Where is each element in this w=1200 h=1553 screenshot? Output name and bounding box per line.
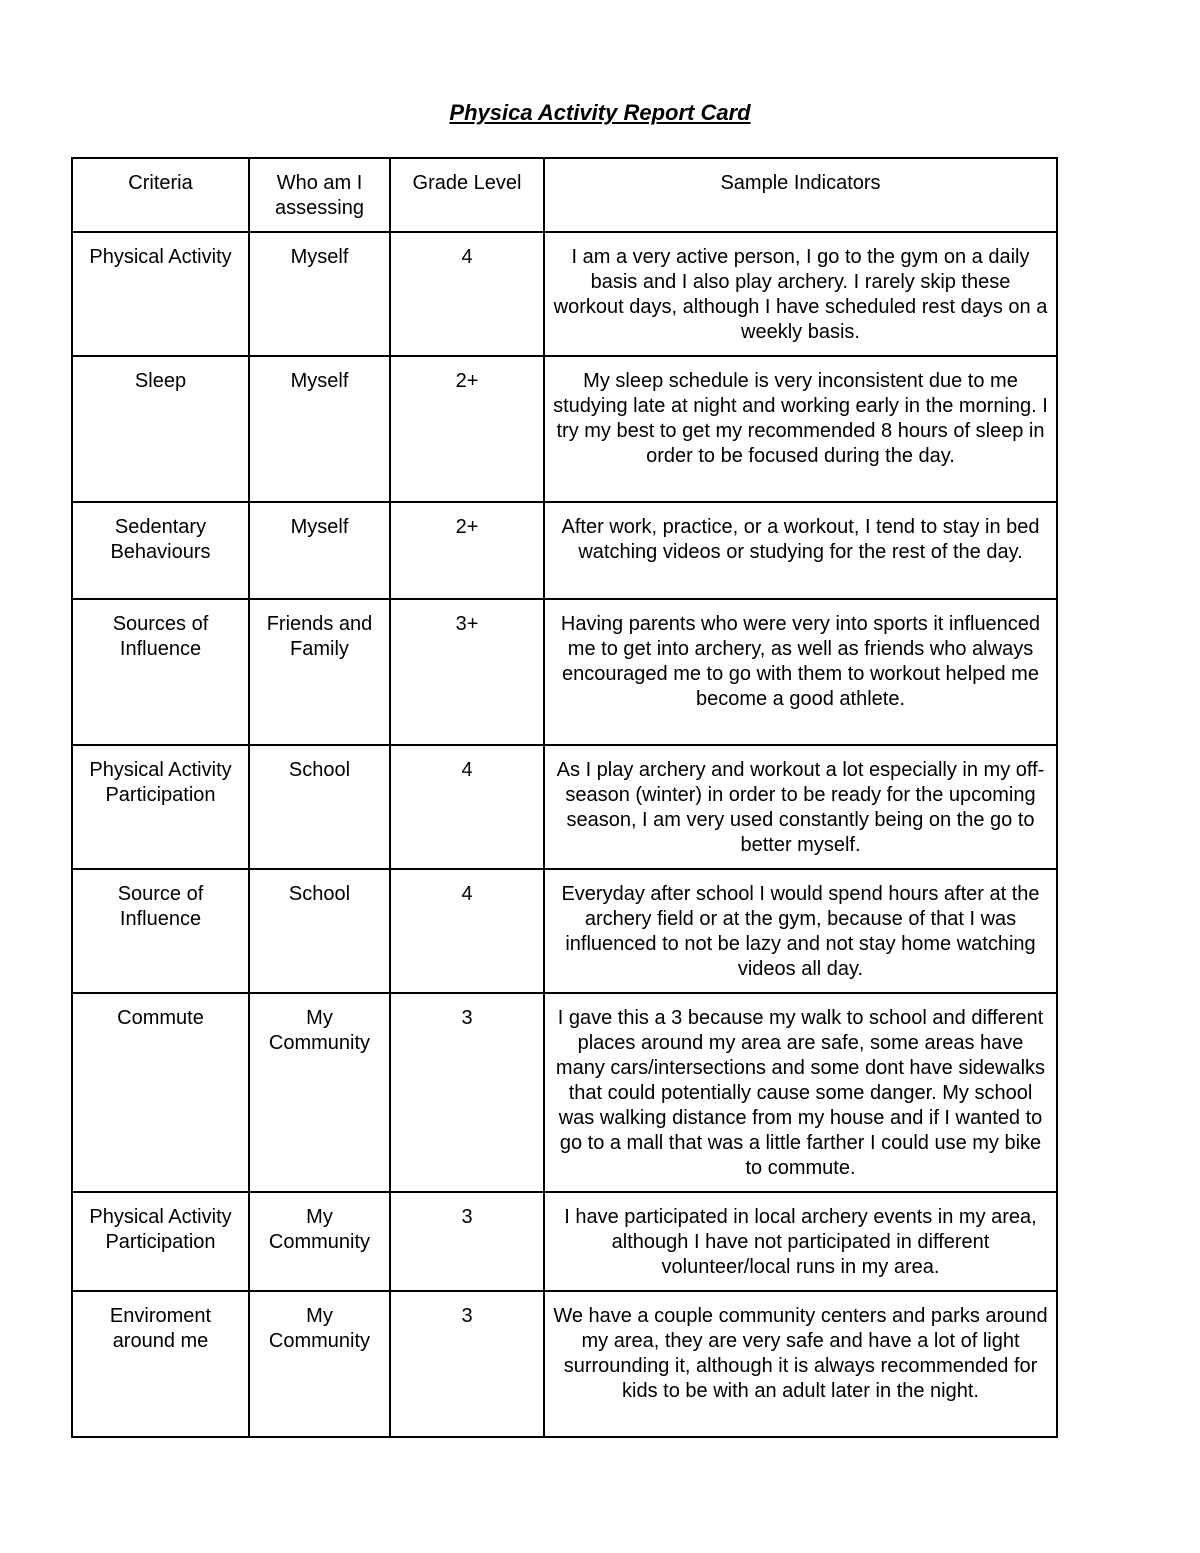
indicators-cell: Everyday after school I would spend hours after at the archery field or at the gym, because of that I was influenced to not be lazy and not stay home watching videos all day. <box>544 869 1057 993</box>
table-header-row <box>72 158 1057 232</box>
grade-cell: 3 <box>390 993 544 1192</box>
grade-cell: 2+ <box>390 356 544 502</box>
grade-cell: 4 <box>390 869 544 993</box>
who-cell: My Community <box>249 993 390 1192</box>
who-cell: Myself <box>249 502 390 599</box>
table-row <box>72 356 1057 502</box>
report-card-table <box>71 157 1058 1438</box>
criteria-cell: Source of Influence <box>72 869 249 993</box>
criteria-cell: Sources of Influence <box>72 599 249 745</box>
table-row <box>72 1192 1057 1291</box>
table-row <box>72 745 1057 869</box>
page-title: Physica Activity Report Card <box>449 100 751 125</box>
who-cell: School <box>249 869 390 993</box>
who-cell: My Community <box>249 1192 390 1291</box>
indicators-cell: As I play archery and workout a lot especially in my off-season (winter) in order to be ready for the upcoming season, I am very used constantly being on the go to better myself. <box>544 745 1057 869</box>
indicators-cell: I have participated in local archery events in my area, although I have not participated in different volunteer/local runs in my area. <box>544 1192 1057 1291</box>
table-row <box>72 1291 1057 1437</box>
table-row <box>72 232 1057 356</box>
table-row <box>72 993 1057 1192</box>
header-criteria: Criteria <box>72 158 249 232</box>
criteria-cell: Physical Activity Participation <box>72 1192 249 1291</box>
grade-cell: 4 <box>390 745 544 869</box>
header-grade: Grade Level <box>390 158 544 232</box>
indicators-cell: I am a very active person, I go to the gym on a daily basis and I also play archery. I rarely skip these workout days, although I have scheduled rest days on a weekly basis. <box>544 232 1057 356</box>
who-cell: School <box>249 745 390 869</box>
who-cell: Myself <box>249 356 390 502</box>
criteria-cell: Commute <box>72 993 249 1192</box>
who-cell: My Community <box>249 1291 390 1437</box>
criteria-cell: Physical Activity <box>72 232 249 356</box>
who-cell: Friends and Family <box>249 599 390 745</box>
table-row <box>72 869 1057 993</box>
criteria-cell: Sleep <box>72 356 249 502</box>
grade-cell: 2+ <box>390 502 544 599</box>
indicators-cell: After work, practice, or a workout, I tend to stay in bed watching videos or studying for the rest of the day. <box>544 502 1057 599</box>
grade-cell: 4 <box>390 232 544 356</box>
indicators-cell: I gave this a 3 because my walk to school and different places around my area are safe, some areas have many cars/intersections and some dont have sidewalks that could potentially cause some danger. My school was walking distance from my house and if I wanted to go to a mall that was a little farther I could use my bike to commute. <box>544 993 1057 1192</box>
indicators-cell: We have a couple community centers and parks around my area, they are very safe and have a lot of light surrounding it, although it is always recommended for kids to be with an adult later in the night. <box>544 1291 1057 1437</box>
indicators-cell: Having parents who were very into sports it influenced me to get into archery, as well as friends who always encouraged me to go with them to workout helped me become a good athlete. <box>544 599 1057 745</box>
table-row <box>72 599 1057 745</box>
who-cell: Myself <box>249 232 390 356</box>
indicators-cell: My sleep schedule is very inconsistent due to me studying late at night and working early in the morning. I try my best to get my recommended 8 hours of sleep in order to be focused during the day. <box>544 356 1057 502</box>
grade-cell: 3 <box>390 1291 544 1437</box>
criteria-cell: Enviroment around me <box>72 1291 249 1437</box>
header-who: Who am I assessing <box>249 158 390 232</box>
grade-cell: 3+ <box>390 599 544 745</box>
header-indicators: Sample Indicators <box>544 158 1057 232</box>
table-row <box>72 502 1057 599</box>
criteria-cell: Sedentary Behaviours <box>72 502 249 599</box>
grade-cell: 3 <box>390 1192 544 1291</box>
criteria-cell: Physical Activity Participation <box>72 745 249 869</box>
